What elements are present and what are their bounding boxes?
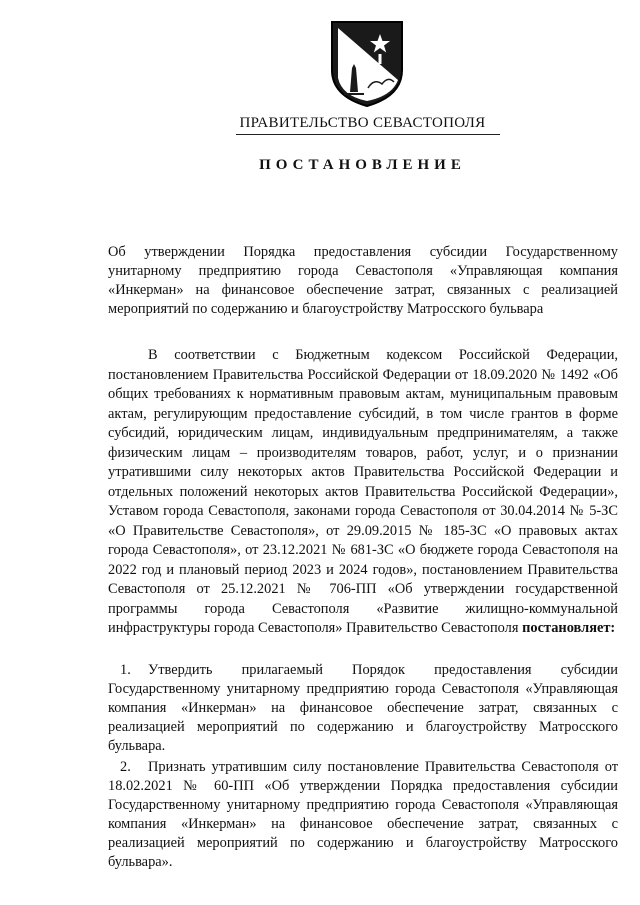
preamble-verb: постановляет:: [522, 620, 616, 636]
resolution-items: [108, 661, 618, 874]
item-text: Утвердить прилагаемый Порядок предоставления субсидии Государственному унитарному предприятию города Севастополя «Управляющая компания «Инкерман» на финансовое обеспечение затрат, связанных с реализацией мероприятий по содержанию и благоустройству Матросского бульвара.: [108, 662, 618, 754]
preamble-paragraph: [108, 346, 618, 639]
item-text: Признать утратившим силу постановление Правительства Севастополя от 18.02.2021 № 60-ПП «Об утверждении Порядка предоставления субсидии Государственному унитарному предприятию города Севастополя «Управляющая компания «Инкерман» на финансовое обеспечение затрат, связанных с реализацией мероприятий по содержанию и благоустройству Матросского бульвара».: [108, 759, 618, 870]
header-divider: [236, 134, 500, 135]
organization-name: ПРАВИТЕЛЬСТВО СЕВАСТОПОЛЯ: [239, 115, 486, 131]
preamble-text: В соответствии с Бюджетным кодексом Российской Федерации, постановлением Правительства Российской Федерации от 18.09.2020 № 1492 «Об общих требованиях к нормативным правовым актам, муниципальным правовым актам, регулирующим предоставление субсидий, в том числе грантов в форме субсидий, юридическим лицам, индивидуальным предпринимателям, а также физическим лицам – производителям товаров, работ, услуг, и о признании утратившими силу некоторых актов Правительства Российской Федерации и отдельных положений некоторых актов Правительства Российской Федерации», Уставом города Севастополя, законами города Севастополя от 30.04.2014 № 5-ЗС «О Правительстве Севастополя», от 29.09.2015 № 185-ЗС «О правовых актах города Севастополя», от 23.12.2021 № 681-ЗС «О бюджете города Севастополя на 2022 год и плановый период 2023 и 2024 годов», постановлением Правительства Севастополя от 25.12.2021 № 706-ПП «Об утверждении государственной программы города Севастополя «Развитие жилищно-коммунальной инфраструктуры города Севастополя» Правительство Севастополя: [108, 347, 618, 636]
item-number: 1.: [120, 662, 131, 678]
sevastopol-coat-of-arms-icon: [328, 18, 406, 108]
document-subject: Об утверждении Порядка предоставления субсидии Государственному унитарному предприятию города Севастополя «Управляющая компания «Инкерман» на финансовое обеспечение затрат, связанных с реализацией мероприятий по содержанию и благоустройству Матросского бульвара: [108, 244, 618, 317]
document-type-title: ПОСТАНОВЛЕНИЕ: [259, 157, 466, 173]
list-item: [108, 758, 618, 872]
item-number: 2.: [120, 759, 131, 775]
list-item: [108, 661, 618, 756]
